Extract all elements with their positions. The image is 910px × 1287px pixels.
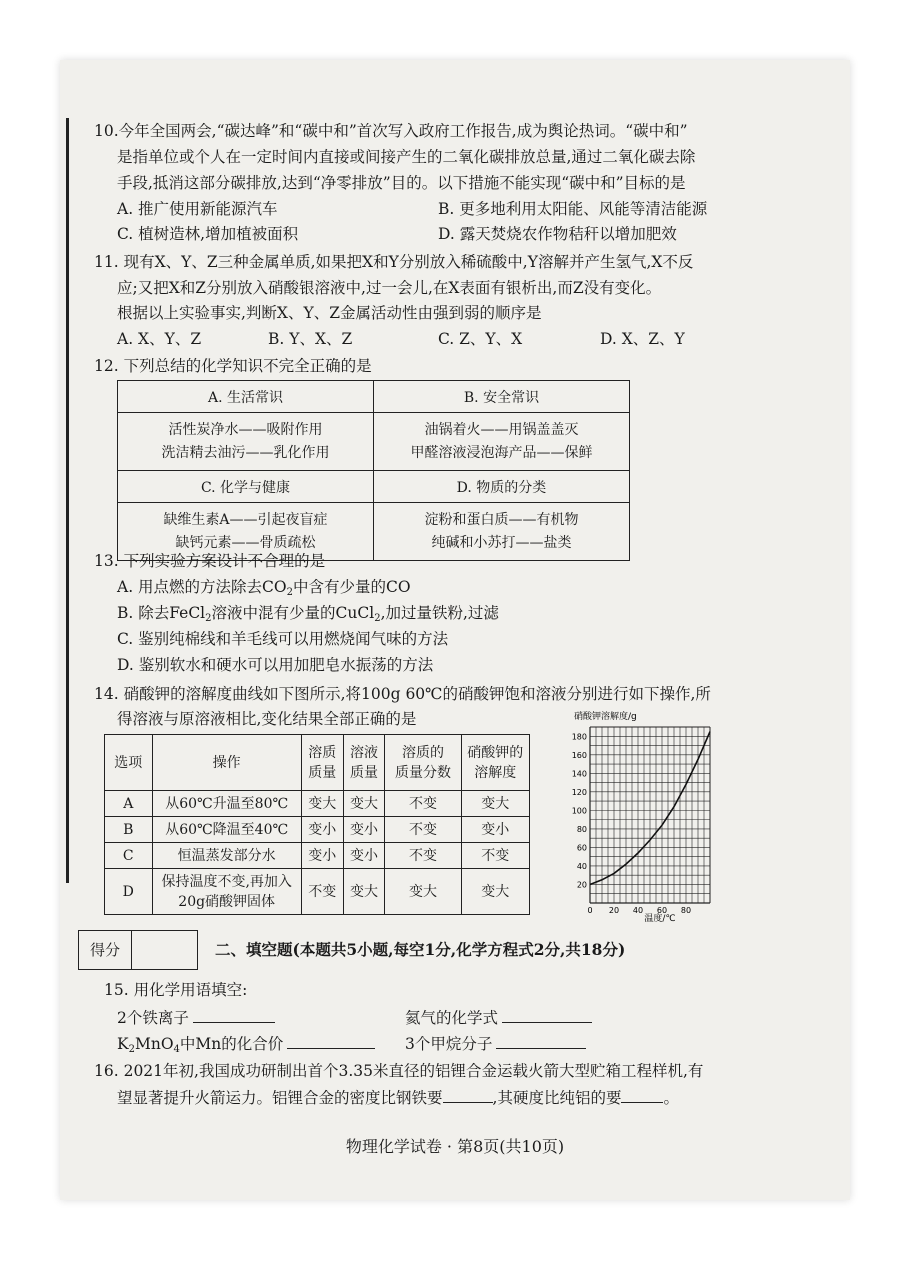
q12-stem: 12. 下列总结的化学知识不完全正确的是 bbox=[94, 357, 372, 375]
q12-c1: 缺维生素A——引起夜盲症 bbox=[163, 511, 328, 528]
q15-item-3: $K_2MnO_4$中Mn的化合价 bbox=[117, 1032, 375, 1061]
q14-row-d-c2: 变大 bbox=[343, 869, 385, 915]
q15-item-2: 氦气的化学式 bbox=[405, 1006, 592, 1029]
q11-line2: 应;又把X和Z分别放入硝酸银溶液中,过一会儿,在X表面有银析出,而Z没有变化。 bbox=[117, 279, 662, 297]
q14-row-a-c3: 不变 bbox=[385, 791, 461, 817]
answer-blank[interactable] bbox=[502, 1006, 592, 1023]
q15-item-4: 3个甲烷分子 bbox=[405, 1032, 586, 1055]
q14-line2: 得溶液与原溶液相比,变化结果全部正确的是 bbox=[117, 710, 417, 728]
q14-row-a-c2: 变大 bbox=[343, 791, 385, 817]
q14-row-c-option: C bbox=[105, 843, 153, 869]
q14-header-solute-mass: 溶质 质量 bbox=[301, 735, 343, 791]
q12-c2: 缺钙元素——骨质疏松 bbox=[175, 534, 316, 551]
x-tick-label: 80 bbox=[680, 906, 692, 915]
q16-line1: 16. 2021年初,我国成功研制出首个3.35米直径的铝锂合金运载火箭大型贮箱工程样机,有 bbox=[94, 1062, 704, 1080]
y-tick-label: 140 bbox=[571, 769, 587, 779]
q14-row-d-c3: 变大 bbox=[385, 869, 461, 915]
q14-row-b-c2: 变小 bbox=[343, 817, 385, 843]
q10-option-c: C. 植树造林,增加植被面积 bbox=[117, 225, 299, 243]
q14-row-c-operation: 恒温蒸发部分水 bbox=[152, 843, 301, 869]
y-tick-label: 120 bbox=[571, 787, 587, 797]
x-tick-label: 60 bbox=[656, 906, 668, 915]
q10-line3: 手段,抵消这部分碳排放,达到“净零排放”目的。以下措施不能实现“碳中和”目标的是 bbox=[117, 174, 686, 192]
x-tick-label: 20 bbox=[608, 906, 620, 915]
q14-header-solubility: 硝酸钾的 溶解度 bbox=[461, 735, 529, 791]
q13-option-d: D. 鉴别软水和硬水可以用加肥皂水振荡的方法 bbox=[117, 656, 434, 674]
q14-row-a-option: A bbox=[105, 791, 153, 817]
q14-header-operation: 操作 bbox=[152, 735, 301, 791]
answer-blank[interactable] bbox=[496, 1032, 586, 1049]
y-tick-label: 40 bbox=[576, 861, 587, 871]
q13-option-c: C. 鉴别纯棉线和羊毛线可以用燃烧闻气味的方法 bbox=[117, 630, 449, 648]
q14-row-d-c1: 不变 bbox=[301, 869, 343, 915]
q11-option-a: A. X、Y、Z bbox=[117, 330, 202, 348]
q14-row-b-c4: 变小 bbox=[461, 817, 529, 843]
q14-row-a-operation: 从60℃升温至80℃ bbox=[152, 791, 301, 817]
q11-option-c: C. Z、Y、X bbox=[438, 330, 523, 348]
q12-c-title: C. 化学与健康 bbox=[118, 471, 374, 503]
chart-x-label: 温度/℃ bbox=[644, 914, 676, 924]
q10-line2: 是指单位或个人在一定时间内直接或间接产生的二氧化碳排放总量,通过二氧化碳去除 bbox=[117, 148, 696, 166]
q12-a-body bbox=[118, 413, 374, 471]
q12-a-title: A. 生活常识 bbox=[118, 381, 374, 413]
chart-y-ticks bbox=[572, 732, 587, 889]
score-box bbox=[78, 930, 198, 970]
q14-line1: 14. 硝酸钾的溶解度曲线如下图所示,将100g 60℃的硝酸钾饱和溶液分别进行如下操作,所 bbox=[94, 685, 711, 703]
q10-option-d: D. 露天焚烧农作物秸秆以增加肥效 bbox=[438, 225, 677, 243]
q12-a1: 活性炭净水——吸附作用 bbox=[168, 421, 323, 438]
q14-row-a-c1: 变大 bbox=[301, 791, 343, 817]
q14-header-mass-fraction: 溶质的 质量分数 bbox=[385, 735, 461, 791]
answer-blank[interactable] bbox=[287, 1032, 375, 1049]
q14-row-c-c3: 不变 bbox=[385, 843, 461, 869]
answer-blank[interactable] bbox=[443, 1086, 493, 1103]
table-row bbox=[105, 817, 530, 843]
q14-row-b-option: B bbox=[105, 817, 153, 843]
q14-row-a-c4: 变大 bbox=[461, 791, 529, 817]
table-row bbox=[105, 869, 530, 915]
section-title: 二、填空题(本题共5小题,每空1分,化学方程式2分,共18分) bbox=[215, 940, 626, 959]
q10-option-a: A. 推广使用新能源汽车 bbox=[117, 200, 278, 218]
q12-b2: 甲醛溶液浸泡海产品——保鲜 bbox=[410, 444, 593, 461]
y-tick-label: 100 bbox=[571, 806, 587, 816]
q14-header-option: 选项 bbox=[105, 735, 153, 791]
q14-table bbox=[104, 734, 530, 915]
q13-option-a: A. 用点燃的方法除去$CO_2$中含有少量的CO bbox=[117, 578, 411, 598]
y-tick-label: 20 bbox=[576, 880, 587, 890]
q16-line2: 望显著提升火箭运力。铝锂合金的密度比钢铁要 ,其硬度比纯铝的要 。 bbox=[117, 1086, 679, 1109]
chart-title: 硝酸钾溶解度/g bbox=[574, 712, 637, 722]
q11-line3: 根据以上实验事实,判断X、Y、Z金属活动性由强到弱的顺序是 bbox=[117, 304, 542, 322]
q14-row-d-option: D bbox=[105, 869, 153, 915]
q14-row-d-c4: 变大 bbox=[461, 869, 529, 915]
q14-row-c-c2: 变小 bbox=[343, 843, 385, 869]
q13-stem: 13. 下列实验方案设计不合理的是 bbox=[94, 552, 326, 570]
q12-d-body bbox=[374, 503, 630, 561]
table-row bbox=[105, 791, 530, 817]
margin-bar bbox=[66, 118, 69, 883]
q11-option-d: D. X、Z、Y bbox=[600, 330, 685, 348]
x-tick-label: 40 bbox=[632, 906, 644, 915]
q12-table bbox=[117, 380, 630, 561]
answer-blank[interactable] bbox=[193, 1006, 275, 1023]
q12-b-title: B. 安全常识 bbox=[374, 381, 630, 413]
answer-blank[interactable] bbox=[621, 1086, 663, 1103]
q14-row-b-c3: 不变 bbox=[385, 817, 461, 843]
q11-line1: 11. 现有X、Y、Z三种金属单质,如果把X和Y分别放入稀硫酸中,Y溶解并产生氢气,X不反 bbox=[94, 253, 694, 271]
solubility-chart bbox=[560, 705, 730, 925]
q14-row-c-c1: 变小 bbox=[301, 843, 343, 869]
page-footer: 物理化学试卷 · 第8页(共10页) bbox=[345, 1137, 565, 1156]
q14-row-d-operation: 保持温度不变,再加入 20g硝酸钾固体 bbox=[152, 869, 301, 915]
q10-option-b: B. 更多地利用太阳能、风能等清洁能源 bbox=[438, 200, 708, 218]
q12-d-title: D. 物质的分类 bbox=[374, 471, 630, 503]
q12-a2: 洗洁精去油污——乳化作用 bbox=[161, 444, 330, 461]
q15-stem: 15. 用化学用语填空: bbox=[104, 981, 248, 999]
table-row bbox=[105, 843, 530, 869]
score-label: 得分 bbox=[79, 931, 132, 969]
q14-header-solution-mass: 溶液 质量 bbox=[343, 735, 385, 791]
x-tick-label: 0 bbox=[587, 906, 593, 915]
q12-b1: 油锅着火——用锅盖盖灭 bbox=[424, 421, 579, 438]
q14-row-b-c1: 变小 bbox=[301, 817, 343, 843]
y-tick-label: 180 bbox=[571, 732, 587, 742]
y-tick-label: 60 bbox=[576, 843, 587, 853]
q14-row-b-operation: 从60℃降温至40℃ bbox=[152, 817, 301, 843]
q11-option-b: B. Y、X、Z bbox=[268, 330, 353, 348]
y-tick-label: 80 bbox=[576, 824, 587, 834]
q10-line1: 10.今年全国两会,“碳达峰”和“碳中和”首次写入政府工作报告,成为舆论热词。“碳中和” bbox=[94, 122, 688, 140]
q12-b-body bbox=[374, 413, 630, 471]
q14-row-c-c4: 不变 bbox=[461, 843, 529, 869]
q12-d1: 淀粉和蛋白质——有机物 bbox=[424, 511, 579, 528]
q13-option-b: B. 除去FeCl$_2$溶液中混有少量的CuCl$_2$,加过量铁粉,过滤 bbox=[117, 604, 499, 624]
q12-d2: 纯碱和小苏打——盐类 bbox=[431, 534, 572, 551]
q15-item-1: 2个铁离子 bbox=[117, 1006, 275, 1029]
y-tick-label: 160 bbox=[571, 750, 587, 760]
